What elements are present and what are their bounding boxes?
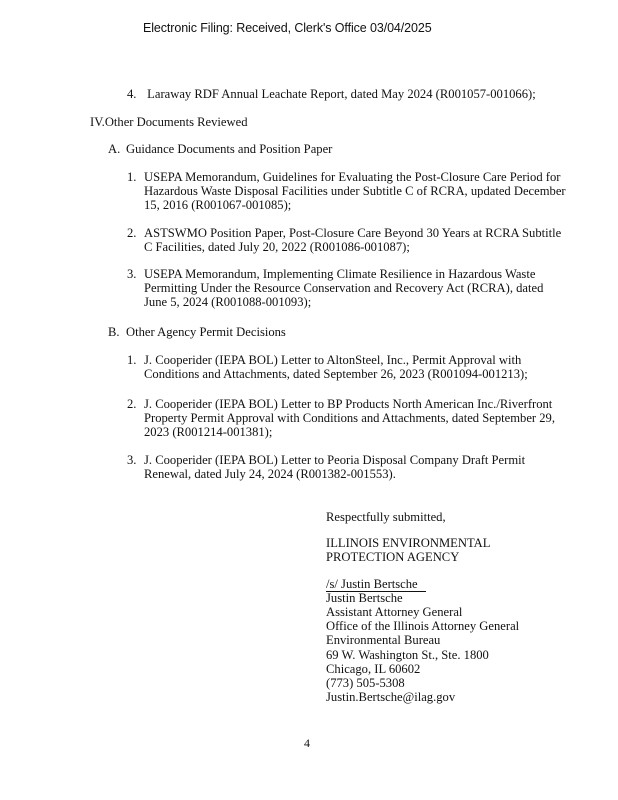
attorney-office: Office of the Illinois Attorney General: [326, 619, 520, 634]
attorney-name: Justin Bertsche: [326, 590, 403, 605]
phone-number: (773) 505-5308: [326, 676, 405, 691]
item-line: J. Cooperider (IEPA BOL) Letter to BP Products North American Inc./Riverfront: [144, 397, 553, 411]
email-address: Justin.Bertsche@ilag.gov: [326, 690, 456, 705]
item-number: 3.: [127, 267, 137, 281]
item-line: Renewal, dated July 24, 2024 (R001382-001553).: [144, 467, 396, 482]
party-name-line-2: PROTECTION AGENCY: [326, 550, 460, 565]
item-number: 3.: [127, 453, 137, 467]
attorney-title: Assistant Attorney General: [326, 605, 463, 620]
party-name-line-1: ILLINOIS ENVIRONMENTAL: [326, 536, 491, 551]
permit-decision-item-2: [127, 397, 555, 440]
section-iii-item-4: [127, 87, 536, 101]
item-number: 1.: [127, 170, 137, 184]
item-line: Permitting Under the Resource Conservation and Recovery Act (RCRA), dated: [144, 281, 544, 296]
attorney-bureau: Environmental Bureau: [326, 633, 441, 648]
item-line: ASTSWMO Position Paper, Post-Closure Care Beyond 30 Years at RCRA Subtitle: [144, 226, 562, 240]
item-line: USEPA Memorandum, Guidelines for Evaluating the Post-Closure Care Period for: [144, 170, 561, 184]
subsection-label: B.: [108, 325, 120, 339]
subsection-b-heading: [108, 325, 286, 339]
closing: Respectfully submitted,: [326, 510, 446, 524]
item-line: Property Permit Approval with Conditions and Attachments, dated September 29,: [144, 411, 555, 426]
guidance-item-3: [127, 267, 544, 310]
item-number: 2.: [127, 397, 137, 411]
subsection-label: A.: [108, 142, 121, 156]
subsection-a-heading: [108, 142, 332, 156]
item-line: C Facilities, dated July 20, 2022 (R001086-001087);: [144, 240, 410, 255]
permit-decision-item-3: [127, 453, 526, 482]
item-line: J. Cooperider (IEPA BOL) Letter to AltonSteel, Inc., Permit Approval with: [144, 353, 522, 367]
page-number: 4: [304, 736, 310, 750]
street-address: 69 W. Washington St., Ste. 1800: [326, 647, 489, 662]
item-line: Conditions and Attachments, dated September 26, 2023 (R001094-001213);: [144, 367, 528, 382]
item-number: 2.: [127, 226, 137, 240]
electronic-filing-stamp: Electronic Filing: Received, Clerk's Office 03/04/2025: [143, 21, 432, 35]
guidance-item-2: [127, 226, 562, 255]
item-line: USEPA Memorandum, Implementing Climate Resilience in Hazardous Waste: [144, 267, 536, 281]
permit-decision-item-1: [127, 353, 528, 382]
item-number: 1.: [127, 353, 137, 367]
electronic-signature: /s/ Justin Bertsche: [326, 577, 426, 592]
guidance-item-1: [127, 170, 566, 213]
city-state-zip: Chicago, IL 60602: [326, 661, 421, 676]
item-number: 4.: [127, 87, 137, 101]
subsection-title: Other Agency Permit Decisions: [126, 325, 286, 339]
item-text: Laraway RDF Annual Leachate Report, dated May 2024 (R001057-001066);: [147, 87, 536, 101]
subsection-title: Guidance Documents and Position Paper: [126, 142, 333, 156]
item-line: June 5, 2024 (R001088-001093);: [144, 295, 312, 310]
item-line: 2023 (R001214-001381);: [144, 425, 273, 440]
item-line: J. Cooperider (IEPA BOL) Letter to Peoria Disposal Company Draft Permit: [144, 453, 526, 467]
signature-block: [326, 510, 519, 704]
item-line: 15, 2016 (R001067-001085);: [144, 198, 292, 213]
item-line: Hazardous Waste Disposal Facilities under Subtitle C of RCRA, updated December: [144, 184, 566, 199]
section-iv-heading: IV.Other Documents Reviewed: [90, 115, 248, 129]
